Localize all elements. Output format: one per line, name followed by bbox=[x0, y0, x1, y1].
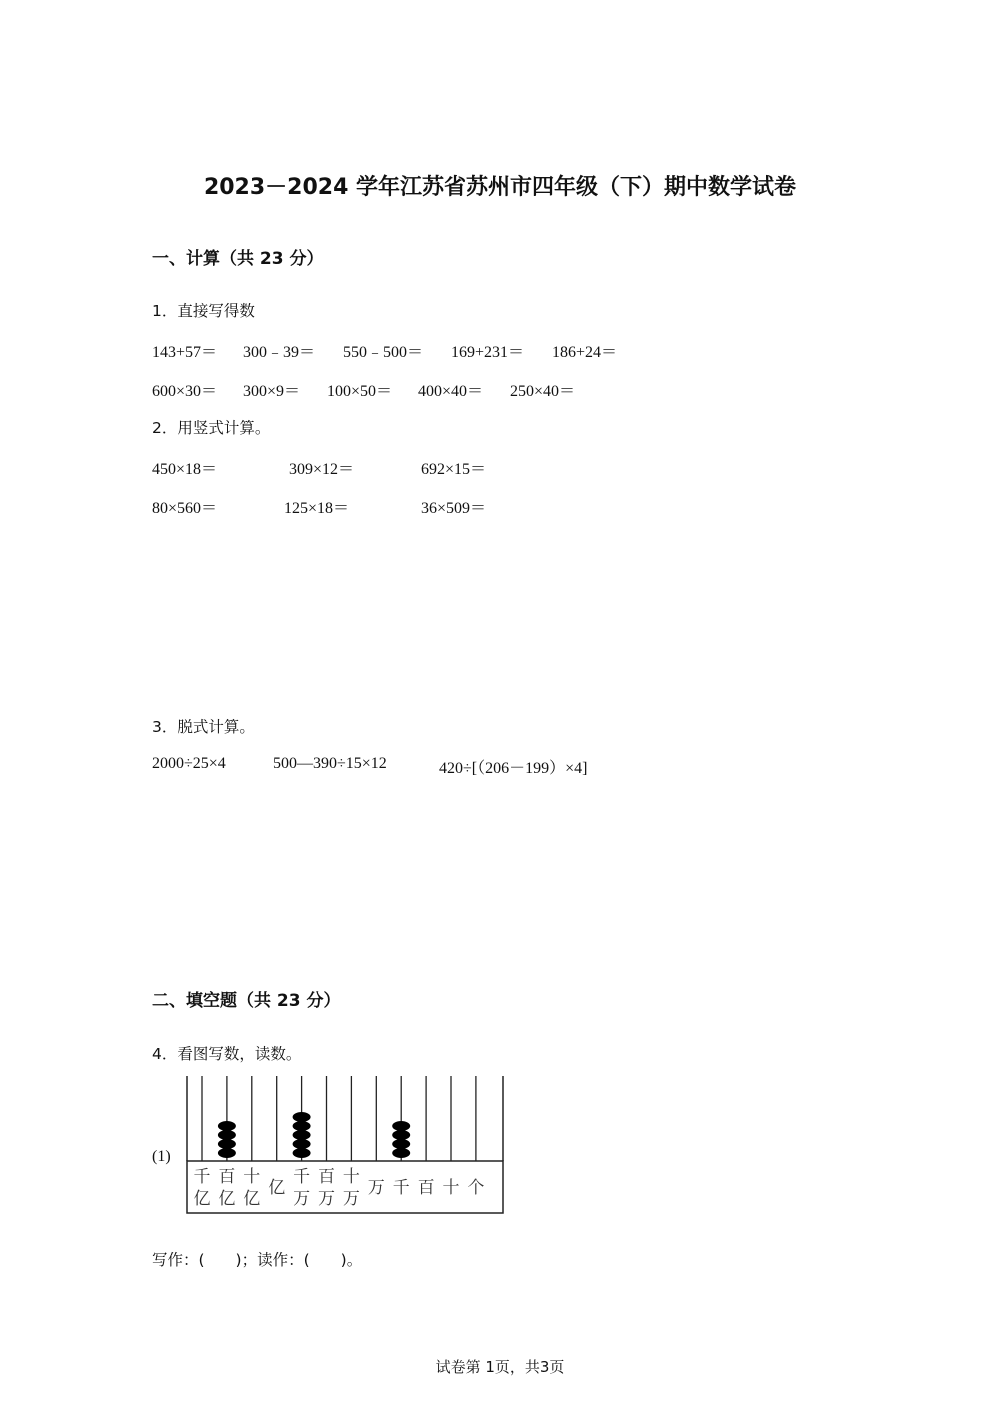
abacus-bead bbox=[293, 1130, 311, 1140]
abacus-place-label: 十 bbox=[243, 1167, 261, 1187]
abacus-place-label: 亿 bbox=[268, 1178, 286, 1198]
abacus-place-label: 万 bbox=[367, 1178, 385, 1198]
question-1-label: 1．直接写得数 bbox=[152, 302, 255, 320]
expression: 600×30＝ bbox=[152, 383, 218, 400]
abacus-bead bbox=[392, 1130, 410, 1140]
abacus-bead bbox=[218, 1139, 236, 1149]
abacus-place-label: 百 bbox=[318, 1167, 335, 1187]
abacus-bead bbox=[218, 1148, 236, 1158]
abacus-place-label: 亿 bbox=[218, 1189, 236, 1209]
abacus-bead bbox=[392, 1139, 410, 1149]
page-title: 2023－2024 学年江苏省苏州市四年级（下）期中数学试卷 bbox=[203, 175, 797, 200]
expression: 550﹣500＝ bbox=[343, 344, 424, 361]
abacus-bead bbox=[218, 1130, 236, 1140]
expression: 309×12＝ bbox=[289, 461, 355, 478]
abacus-bead bbox=[392, 1148, 410, 1158]
abacus-place-label: 千 bbox=[392, 1178, 410, 1198]
expression: 420÷[（206－199）×4] bbox=[439, 760, 588, 777]
expression: 186+24＝ bbox=[552, 344, 618, 361]
expression: 169+231＝ bbox=[451, 344, 525, 361]
expression: 100×50＝ bbox=[327, 383, 393, 400]
expression: 300×9＝ bbox=[243, 383, 301, 400]
expression: 300﹣39＝ bbox=[243, 344, 316, 361]
expression: 2000÷25×4 bbox=[152, 755, 226, 772]
question-4-label: 4．看图写数，读数。 bbox=[152, 1045, 302, 1063]
abacus-figure bbox=[186, 1076, 504, 1214]
abacus-place-label: 亿 bbox=[243, 1189, 261, 1209]
abacus-place-label: 亿 bbox=[193, 1189, 211, 1209]
page-footer: 试卷第 1页，共3页 bbox=[435, 1358, 565, 1376]
expression: 36×509＝ bbox=[421, 500, 487, 517]
expression: 250×40＝ bbox=[510, 383, 576, 400]
abacus-place-label: 百 bbox=[218, 1167, 236, 1187]
abacus-bead bbox=[293, 1112, 311, 1122]
abacus-place-label: 万 bbox=[318, 1189, 335, 1209]
answer-line: 写作：( )；读作：( )。 bbox=[152, 1251, 363, 1269]
expression: 450×18＝ bbox=[152, 461, 218, 478]
sub-question-label: (1) bbox=[152, 1148, 171, 1165]
expression: 143+57＝ bbox=[152, 344, 218, 361]
section-2-heading: 二、填空题（共 23 分） bbox=[152, 991, 341, 1011]
abacus-place-label: 百 bbox=[417, 1178, 435, 1198]
abacus-bead bbox=[293, 1148, 311, 1158]
abacus-place-label: 十 bbox=[342, 1167, 360, 1187]
section-1-heading: 一、计算（共 23 分） bbox=[152, 249, 324, 269]
question-2-label: 2．用竖式计算。 bbox=[152, 419, 271, 437]
expression: 80×560＝ bbox=[152, 500, 218, 517]
abacus-bead bbox=[392, 1121, 410, 1131]
abacus-place-label: 万 bbox=[342, 1189, 360, 1209]
question-3-label: 3．脱式计算。 bbox=[152, 718, 255, 736]
abacus-place-label: 千 bbox=[193, 1167, 211, 1187]
expression: 500—390÷15×12 bbox=[273, 755, 387, 772]
expression: 692×15＝ bbox=[421, 461, 487, 478]
abacus-bead bbox=[218, 1121, 236, 1131]
abacus-place-label: 个 bbox=[467, 1178, 485, 1198]
expression: 125×18＝ bbox=[284, 500, 350, 517]
abacus-bead bbox=[293, 1139, 311, 1149]
abacus-bead bbox=[293, 1121, 311, 1131]
abacus-place-label: 千 bbox=[293, 1167, 311, 1187]
abacus-place-label: 万 bbox=[293, 1189, 311, 1209]
expression: 400×40＝ bbox=[418, 383, 484, 400]
abacus-place-label: 十 bbox=[442, 1178, 460, 1198]
